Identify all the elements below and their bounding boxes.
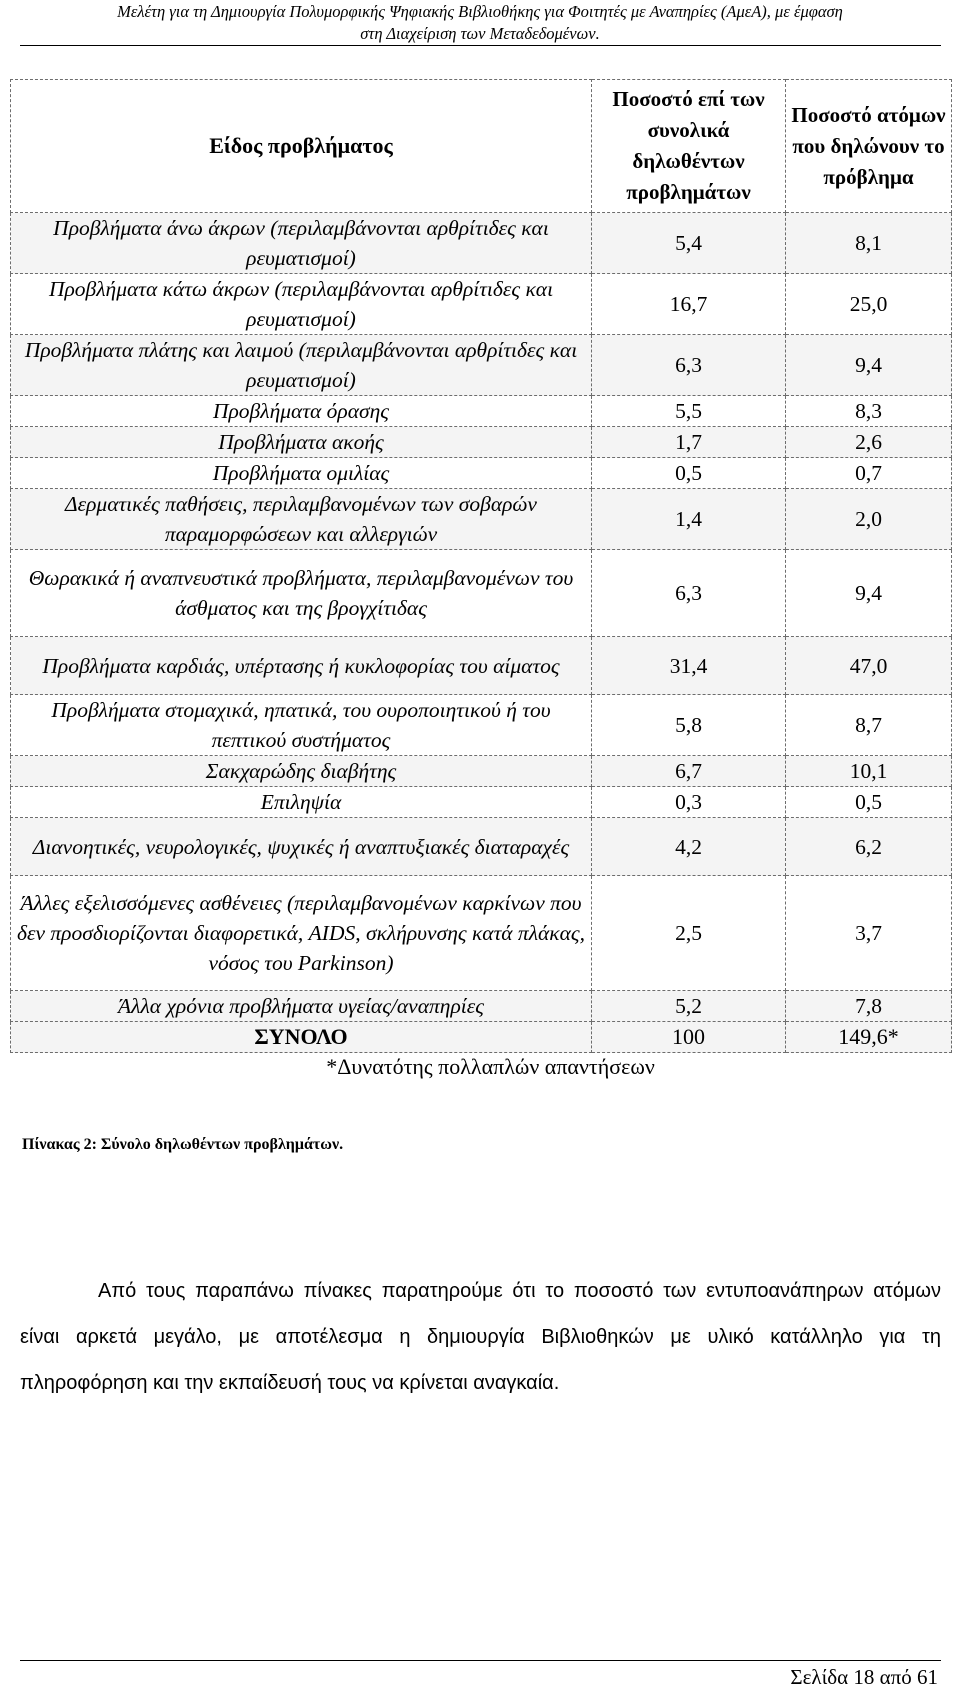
problems-table bbox=[10, 79, 952, 1053]
row-percent-of-total: 6,7 bbox=[592, 756, 786, 787]
footer-rule bbox=[20, 1660, 941, 1661]
table-row bbox=[11, 787, 952, 818]
table-row bbox=[11, 550, 952, 637]
row-problem: Άλλα χρόνια προβλήματα υγείας/αναπηρίες bbox=[11, 991, 592, 1022]
row-percent-of-total: 5,4 bbox=[592, 213, 786, 274]
row-percent-of-persons: 10,1 bbox=[786, 756, 952, 787]
table-footnote: *Δυνατότης πολλαπλών απαντήσεων bbox=[326, 1054, 655, 1079]
body-paragraph: Από τους παραπάνω πίνακες παρατηρούμε ότι το ποσοστό των εντυποανάπηρων ατόμων είναι αρκετά μεγάλο, με αποτέλεσμα η δημιουργία Βιβλιοθηκών με υλικό κατάλληλο για τη πληροφόρηση και την εκπαίδευσή τους να κρίνεται αναγκαία. bbox=[20, 1280, 941, 1394]
row-percent-of-total: 5,8 bbox=[592, 695, 786, 756]
row-percent-of-persons: 8,1 bbox=[786, 213, 952, 274]
row-percent-of-total: 6,3 bbox=[592, 335, 786, 396]
page-number: Σελίδα 18 από 61 bbox=[790, 1665, 938, 1689]
row-percent-of-persons: 2,0 bbox=[786, 489, 952, 550]
row-problem: Προβλήματα όρασης bbox=[11, 396, 592, 427]
row-percent-of-persons: 2,6 bbox=[786, 427, 952, 458]
row-percent-of-total: 31,4 bbox=[592, 637, 786, 695]
table-row bbox=[11, 427, 952, 458]
row-percent-of-total: 16,7 bbox=[592, 274, 786, 335]
table-row bbox=[11, 756, 952, 787]
row-percent-of-persons: 9,4 bbox=[786, 550, 952, 637]
row-percent-of-persons: 7,8 bbox=[786, 991, 952, 1022]
table-row bbox=[11, 695, 952, 756]
row-problem: Δερματικές παθήσεις, περιλαμβανομένων των σοβαρών παραμορφώσεων και αλλεργιών bbox=[11, 489, 592, 550]
header-problem-type: Είδος προβλήματος bbox=[11, 80, 592, 213]
table-total-row bbox=[11, 1022, 952, 1053]
row-percent-of-total: 2,5 bbox=[592, 876, 786, 991]
row-percent-of-persons: 0,7 bbox=[786, 458, 952, 489]
running-header-line-1: Μελέτη για τη Δημιουργία Πολυμορφικής Ψηφιακής Βιβλιοθήκης για Φοιτητές με Αναπηρίες (ΑμεΑ), με έμφαση bbox=[117, 2, 843, 21]
row-percent-of-persons: 25,0 bbox=[786, 274, 952, 335]
row-percent-of-total: 4,2 bbox=[592, 818, 786, 876]
table-row bbox=[11, 876, 952, 991]
row-problem: Προβλήματα ομιλίας bbox=[11, 458, 592, 489]
row-percent-of-total: 0,3 bbox=[592, 787, 786, 818]
header-rule bbox=[20, 45, 941, 46]
row-percent-of-persons: 47,0 bbox=[786, 637, 952, 695]
header-percent-of-total: Ποσοστό επί των συνολικά δηλωθέντων προβλημάτων bbox=[592, 80, 786, 213]
row-percent-of-persons: 3,7 bbox=[786, 876, 952, 991]
table-row bbox=[11, 818, 952, 876]
row-percent-of-persons: 8,7 bbox=[786, 695, 952, 756]
row-problem: Προβλήματα άνω άκρων (περιλαμβάνονται αρθρίτιδες και ρευματισμοί) bbox=[11, 213, 592, 274]
row-percent-of-total: 1,7 bbox=[592, 427, 786, 458]
table-header-row bbox=[11, 80, 952, 213]
row-percent-of-total: 5,2 bbox=[592, 991, 786, 1022]
row-percent-of-persons: 9,4 bbox=[786, 335, 952, 396]
row-percent-of-total: 6,3 bbox=[592, 550, 786, 637]
row-percent-of-total: 0,5 bbox=[592, 458, 786, 489]
table-row bbox=[11, 637, 952, 695]
table-row bbox=[11, 991, 952, 1022]
row-problem: Άλλες εξελισσόμενες ασθένειες (περιλαμβανομένων καρκίνων που δεν προσδιορίζονται διαφορετικά, AIDS, σκλήρυνσης κατά πλάκας, νόσος του Parkinson) bbox=[11, 876, 592, 991]
row-percent-of-total: 1,4 bbox=[592, 489, 786, 550]
row-problem: Σακχαρώδης διαβήτης bbox=[11, 756, 592, 787]
row-problem: Διανοητικές, νευρολογικές, ψυχικές ή αναπτυξιακές διαταραχές bbox=[11, 818, 592, 876]
table-row bbox=[11, 274, 952, 335]
total-percent-of-persons: 149,6* bbox=[786, 1022, 952, 1053]
running-header-line-2: στη Διαχείριση των Μεταδεδομένων. bbox=[360, 24, 600, 43]
row-percent-of-persons: 6,2 bbox=[786, 818, 952, 876]
row-problem: Προβλήματα κάτω άκρων (περιλαμβάνονται αρθρίτιδες και ρευματισμοί) bbox=[11, 274, 592, 335]
row-problem: Επιληψία bbox=[11, 787, 592, 818]
table-row bbox=[11, 489, 952, 550]
table-caption: Πίνακας 2: Σύνολο δηλωθέντων προβλημάτων. bbox=[22, 1136, 344, 1153]
table-row bbox=[11, 335, 952, 396]
row-problem: Θωρακικά ή αναπνευστικά προβλήματα, περιλαμβανομένων του άσθματος και της βρογχίτιδας bbox=[11, 550, 592, 637]
header-percent-of-persons: Ποσοστό ατόμων που δηλώνουν το πρόβλημα bbox=[786, 80, 952, 213]
total-label: ΣΥΝΟΛΟ bbox=[11, 1022, 592, 1053]
row-percent-of-total: 5,5 bbox=[592, 396, 786, 427]
row-percent-of-persons: 8,3 bbox=[786, 396, 952, 427]
table-row bbox=[11, 458, 952, 489]
row-problem: Προβλήματα στομαχικά, ηπατικά, του ουροποιητικού ή του πεπτικού συστήματος bbox=[11, 695, 592, 756]
row-problem: Προβλήματα ακοής bbox=[11, 427, 592, 458]
table-row bbox=[11, 396, 952, 427]
table-body bbox=[11, 213, 952, 1022]
table-row bbox=[11, 213, 952, 274]
running-header bbox=[0, 0, 960, 45]
problems-table-container bbox=[10, 79, 951, 1081]
row-percent-of-persons: 0,5 bbox=[786, 787, 952, 818]
total-percent-of-total: 100 bbox=[592, 1022, 786, 1053]
row-problem: Προβλήματα πλάτης και λαιμού (περιλαμβάνονται αρθρίτιδες και ρευματισμοί) bbox=[11, 335, 592, 396]
row-problem: Προβλήματα καρδιάς, υπέρτασης ή κυκλοφορίας του αίματος bbox=[11, 637, 592, 695]
